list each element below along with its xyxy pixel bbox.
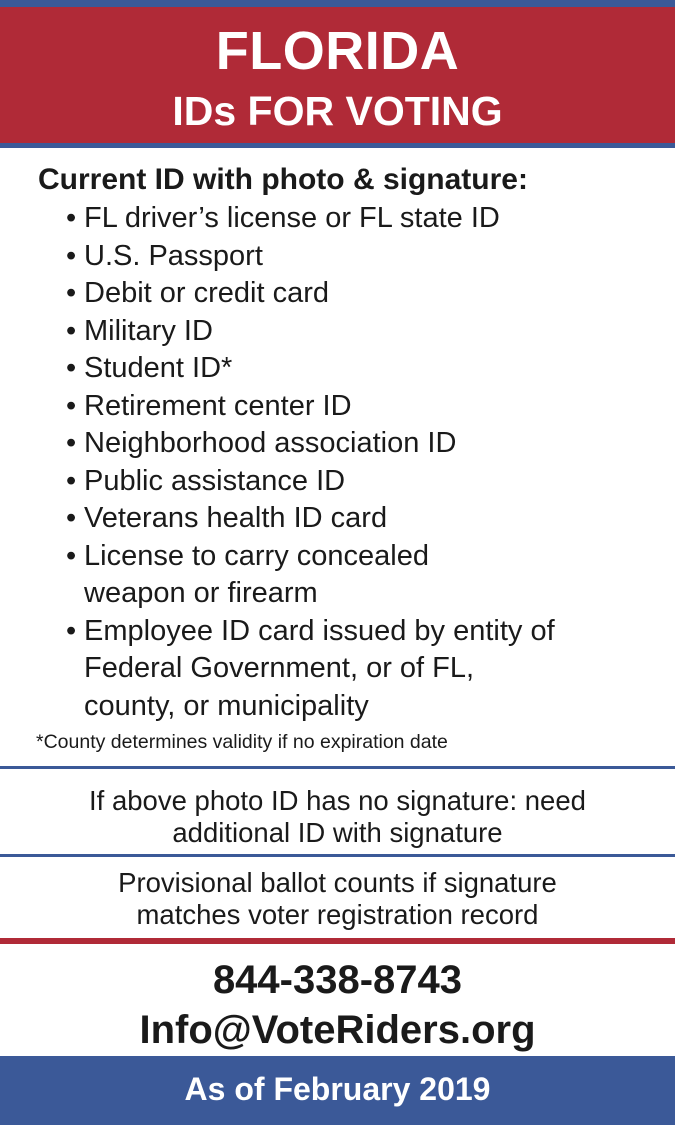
list-item-label: License to carry concealed <box>84 539 429 572</box>
bullet-icon: • <box>66 464 77 497</box>
list-item-label: FL driver’s license or FL state ID <box>84 202 500 234</box>
no-signature-note-line1: If above photo ID has no signature: need <box>89 785 586 816</box>
list-item-continuation <box>66 650 666 688</box>
bullet-icon: • <box>66 314 77 347</box>
top-blue-stripe <box>0 0 675 7</box>
list-item-label: county, or municipality <box>84 689 369 722</box>
header-divider <box>0 143 675 148</box>
divider <box>0 854 675 857</box>
state-title: FLORIDA <box>215 21 460 81</box>
list-item-label: weapon or firearm <box>84 577 318 609</box>
list-item-label: Employee ID card issued by entity of <box>84 614 555 647</box>
list-item <box>66 200 666 238</box>
list-item-continuation <box>66 575 666 613</box>
list-item <box>66 463 666 501</box>
list-item-label: Public assistance ID <box>84 464 346 497</box>
bullet-icon: • <box>66 202 77 234</box>
as-of-date: As of February 2019 <box>184 1071 491 1107</box>
list-item <box>66 500 666 538</box>
list-item <box>66 425 666 463</box>
provisional-note-line2: matches voter registration record <box>136 899 539 930</box>
list-item-label: Student ID* <box>84 352 233 384</box>
bullet-icon: • <box>66 614 77 647</box>
footer-banner <box>0 1056 675 1125</box>
list-item <box>66 313 666 351</box>
list-item <box>66 275 666 313</box>
red-divider <box>0 938 675 944</box>
bullet-icon: • <box>66 277 77 309</box>
bullet-icon: • <box>66 352 77 384</box>
list-item-label: Veterans health ID card <box>84 502 388 534</box>
section-title: Current ID with photo & signature: <box>38 163 528 196</box>
list-item-label: Federal Government, or of FL, <box>84 652 475 684</box>
list-item-label: Military ID <box>84 314 213 347</box>
header-subtitle: IDs FOR VOTING <box>172 88 503 134</box>
list-item-label: Retirement center ID <box>84 389 352 422</box>
header-banner <box>0 7 675 143</box>
list-item-continuation <box>66 688 666 726</box>
list-item-label: U.S. Passport <box>84 239 263 272</box>
list-item <box>66 238 666 276</box>
phone-number: 844-338-8743 <box>212 958 463 1002</box>
list-item <box>66 350 666 388</box>
id-list <box>66 200 666 725</box>
bullet-icon: • <box>66 539 77 572</box>
list-item-label: Neighborhood association ID <box>84 427 457 459</box>
list-item-label: Debit or credit card <box>84 277 329 309</box>
bullet-icon: • <box>66 427 77 459</box>
bullet-icon: • <box>66 239 77 272</box>
provisional-note-line1: Provisional ballot counts if signature <box>118 867 557 898</box>
email-address: Info@VoteRiders.org <box>139 1008 536 1052</box>
list-item <box>66 613 666 651</box>
footnote: *County determines validity if no expiration date <box>36 731 448 753</box>
no-signature-note-line2: additional ID with signature <box>172 817 503 848</box>
list-item <box>66 538 666 576</box>
bullet-icon: • <box>66 502 77 534</box>
bullet-icon: • <box>66 389 77 422</box>
divider <box>0 766 675 769</box>
list-item <box>66 388 666 426</box>
